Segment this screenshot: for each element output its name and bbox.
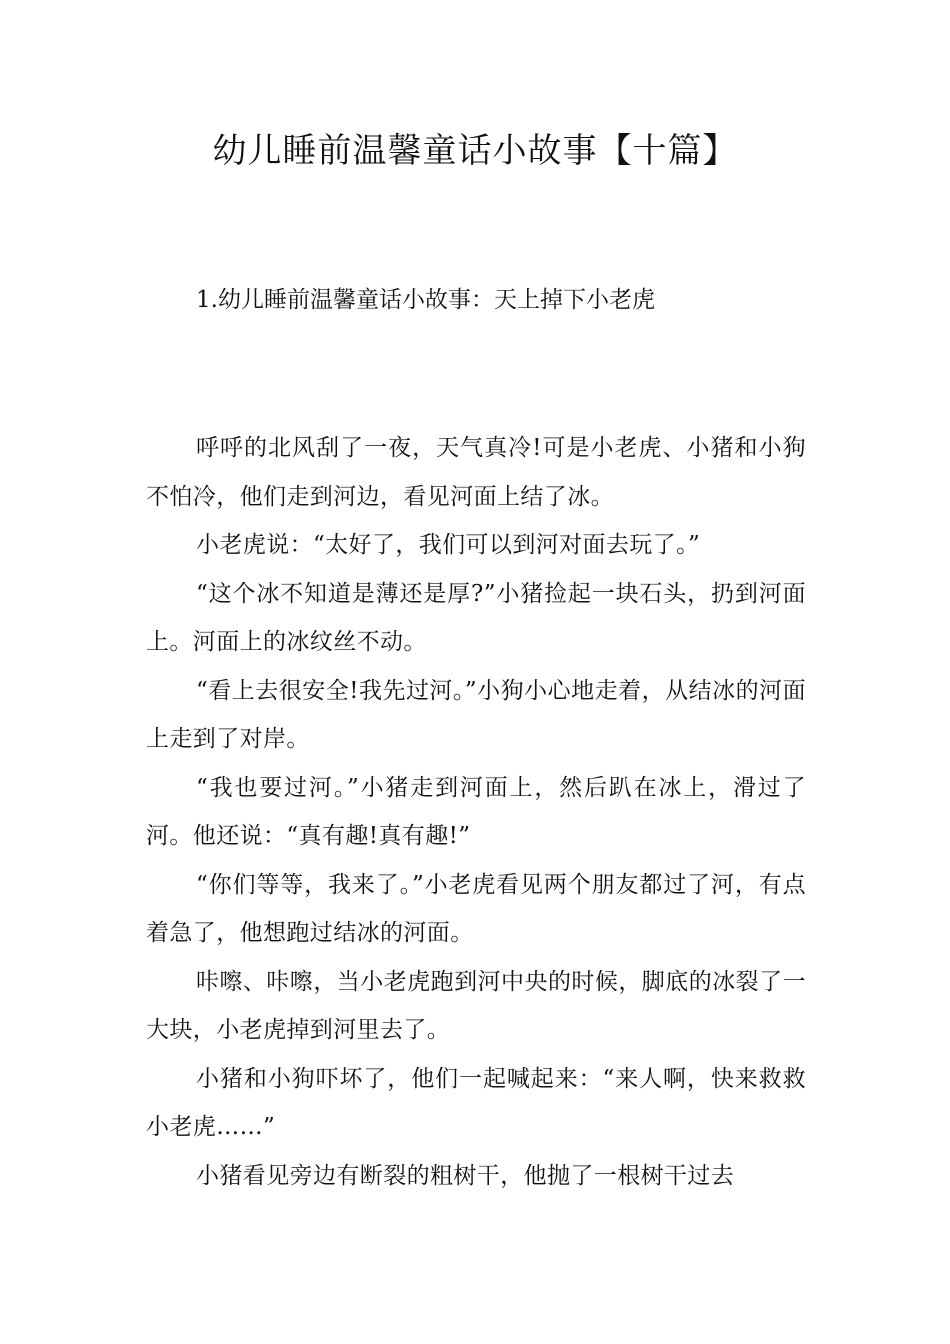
paragraph: 咔嚓、咔嚓，当小老虎跑到河中央的时候，脚底的冰裂了一大块，小老虎掉到河里去了。 [146, 968, 806, 1043]
story-body [146, 424, 806, 1200]
story-heading: 1.幼儿睡前温馨童话小故事：天上掉下小老虎 [196, 287, 655, 313]
paragraph: 小老虎说：“太好了，我们可以到河对面去玩了。” [196, 532, 701, 558]
paragraph: “我也要过河。”小猪走到河面上，然后趴在冰上，滑过了河。他还说：“真有趣!真有趣!” [146, 774, 806, 849]
paragraph: 小猪看见旁边有断裂的粗树干，他抛了一根树干过去 [196, 1162, 735, 1189]
paragraph: 呼呼的北风刮了一夜，天气真冷!可是小老虎、小猪和小狗不怕冷，他们走到河边，看见河面上结了冰。 [146, 435, 806, 510]
paragraph: “看上去很安全!我先过河。”小狗小心地走着，从结冰的河面上走到了对岸。 [146, 677, 806, 752]
paragraph: 小猪和小狗吓坏了，他们一起喊起来：“来人啊，快来救救小老虎……” [146, 1065, 806, 1140]
paragraph: “你们等等，我来了。”小老虎看见两个朋友都过了河，有点着急了，他想跑过结冰的河面。 [146, 871, 806, 946]
document-title: 幼儿睡前温馨童话小故事【十篇】 [212, 131, 738, 171]
paragraph: “这个冰不知道是薄还是厚?”小猪捡起一块石头，扔到河面上。河面上的冰纹丝不动。 [146, 580, 806, 655]
